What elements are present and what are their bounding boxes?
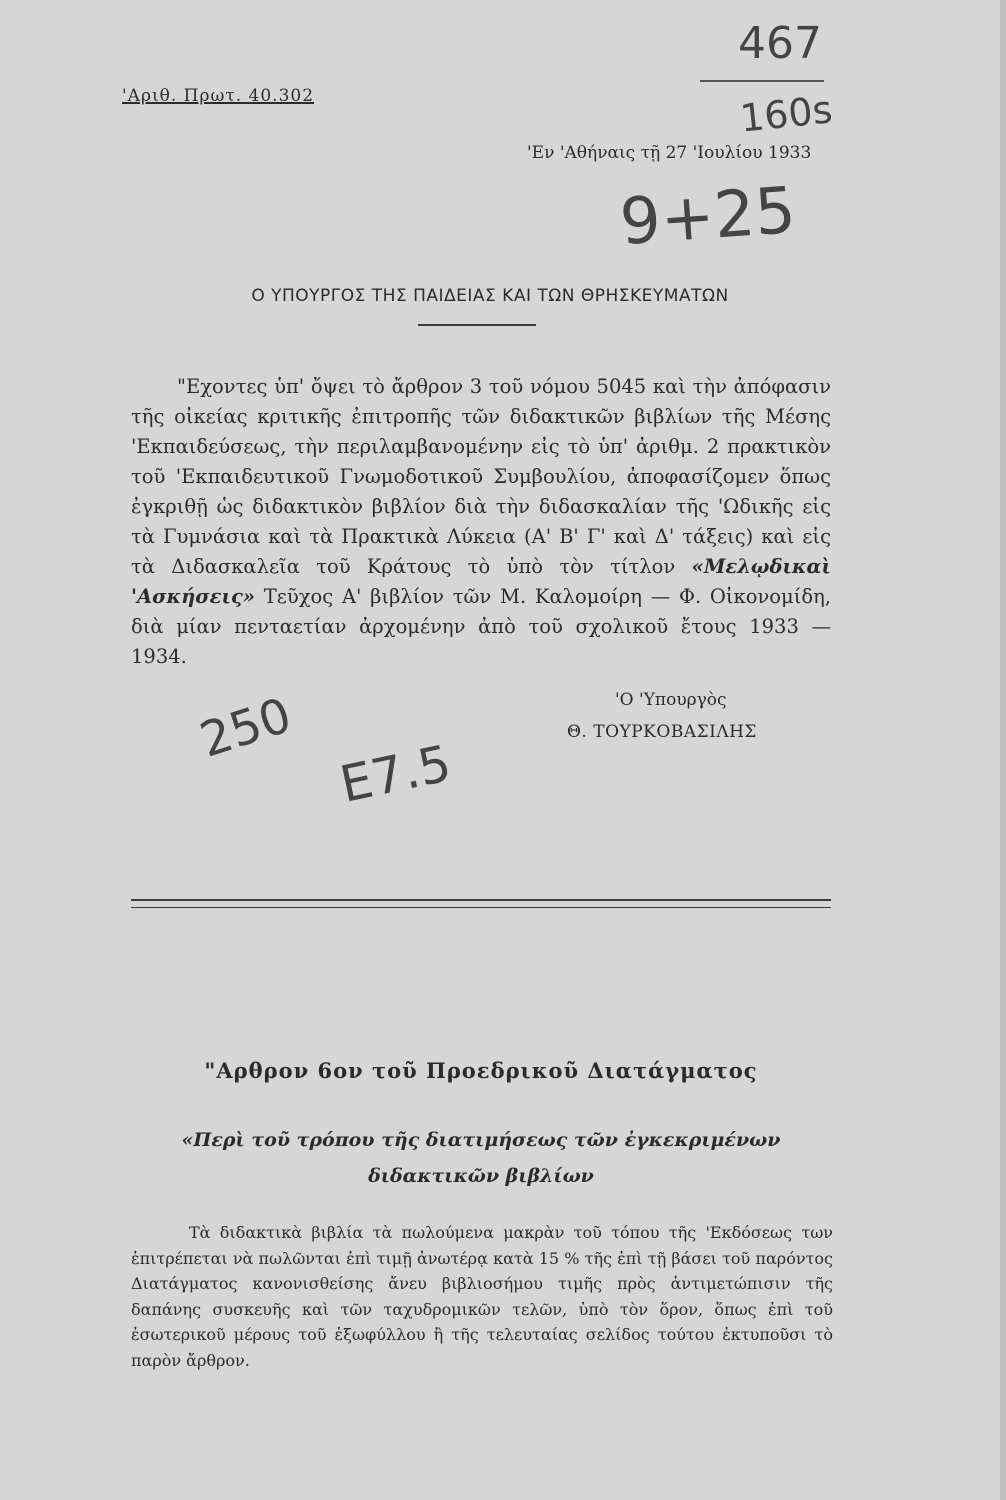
decision-text-end: Τεῦχος Α' βιβλίον τῶν Μ. Καλομοίρη — Φ. Οἰκονομίδη, διὰ μίαν πενταετίαν ἀρχομένην ἀπὸ τοῦ σχολικοῦ ἔτους 1933 — 1934. (131, 585, 831, 668)
decision-text (131, 372, 831, 672)
title-divider (418, 324, 536, 326)
ministry-title: Ο ΥΠΟΥΡΓΟΣ ΤΗΣ ΠΑΙΔΕΙΑΣ ΚΑΙ ΤΩΝ ΘΡΗΣΚΕΥΜΑΤΩΝ (251, 286, 729, 306)
book-title: «Μελῳδικαὶ 'Ασκήσεις» (131, 555, 831, 608)
article-subtitle: «Περὶ τοῦ τρόπου τῆς διατιμήσεως τῶν ἐγκεκριμένων διδακτικῶν βιβλίων (181, 1129, 781, 1187)
article-text: Τὰ διδακτικὰ βιβλία τὰ πωλούμενα μακρὰν τοῦ τόπου τῆς 'Εκδόσεως των ἐπιτρέπεται νὰ πωλῶνται ἐπὶ τιμῇ ἀνωτέρᾳ κατὰ 15 % τῆς ἐπὶ τῇ βάσει τοῦ παρόντος Διατάγματος κανονισθείσης ἄνευ βιβλιοσήμου τιμῆς πρὸς ἀντιμετώπισιν τῆς δαπάνης συσκευῆς καὶ τῶν ταχυδρομικῶν τελῶν, ὑπὸ τὸν ὅρον, ὅπως ἐπὶ τοῦ ἐσωτερικοῦ μέρους τοῦ ἐξωφύλλου ἢ τῆς τελευταίας σελίδος τούτου ἐκτυποῦσι τὸ παρὸν ἄρθρον. (131, 1223, 833, 1370)
page-edge (1000, 0, 1006, 1500)
decision-text-start: "Εχοντες ὑπ' ὄψει τὸ ἄρθρον 3 τοῦ νόμου 5045 καὶ τὴν ἀπόφασιν τῆς οἰκείας κριτικῆς ἐπιτροπῆς τῶν διδακτικῶν βιβλίων τῆς Μέσης 'Εκπαιδεύσεως, τὴν περιλαμβανομένην εἰς τὸ ὑπ' ἀριθμ. 2 πρακτικὸν τοῦ 'Εκπαιδευτικοῦ Γνωμοδοτικοῦ Συμβουλίου, ἀποφασίζομεν ὅπως ἐγκριθῇ ὡς διδακτικὸν βιβλίον διὰ τὴν διδασκαλίαν τῆς 'Ωδικῆς εἰς τὰ Γυμνάσια καὶ τὰ Πρακτικὰ Λύκεια (Α' Β' Γ' καὶ Δ' τάξεις) καὶ εἰς τὰ Διδασκαλεῖα τοῦ Κράτους τὸ ὑπὸ τὸν τίτλον (131, 375, 831, 578)
handwritten-second-number: 160s (737, 87, 835, 141)
handwritten-sum: 9+25 (617, 173, 799, 261)
handwritten-underline (700, 80, 824, 82)
article-heading: "Αρθρον 6ον τοῦ Προεδρικοῦ Διατάγματος (204, 1058, 758, 1083)
protocol-number: 'Αριθ. Πρωτ. 40.302 (122, 86, 315, 106)
handwritten-left-number: 250 (193, 687, 299, 769)
handwritten-top-number: 467 (738, 18, 822, 69)
signature-title: 'Ο 'Υπουργὸς (615, 690, 727, 710)
date-line: 'Εν 'Αθήναις τῇ 27 'Ιουλίου 1933 (527, 143, 812, 163)
section-divider (131, 899, 831, 908)
handwritten-left-code: E7.5 (335, 734, 456, 814)
signature-name: Θ. ΤΟΥΡΚΟΒΑΣΙΛΗΣ (567, 722, 757, 742)
